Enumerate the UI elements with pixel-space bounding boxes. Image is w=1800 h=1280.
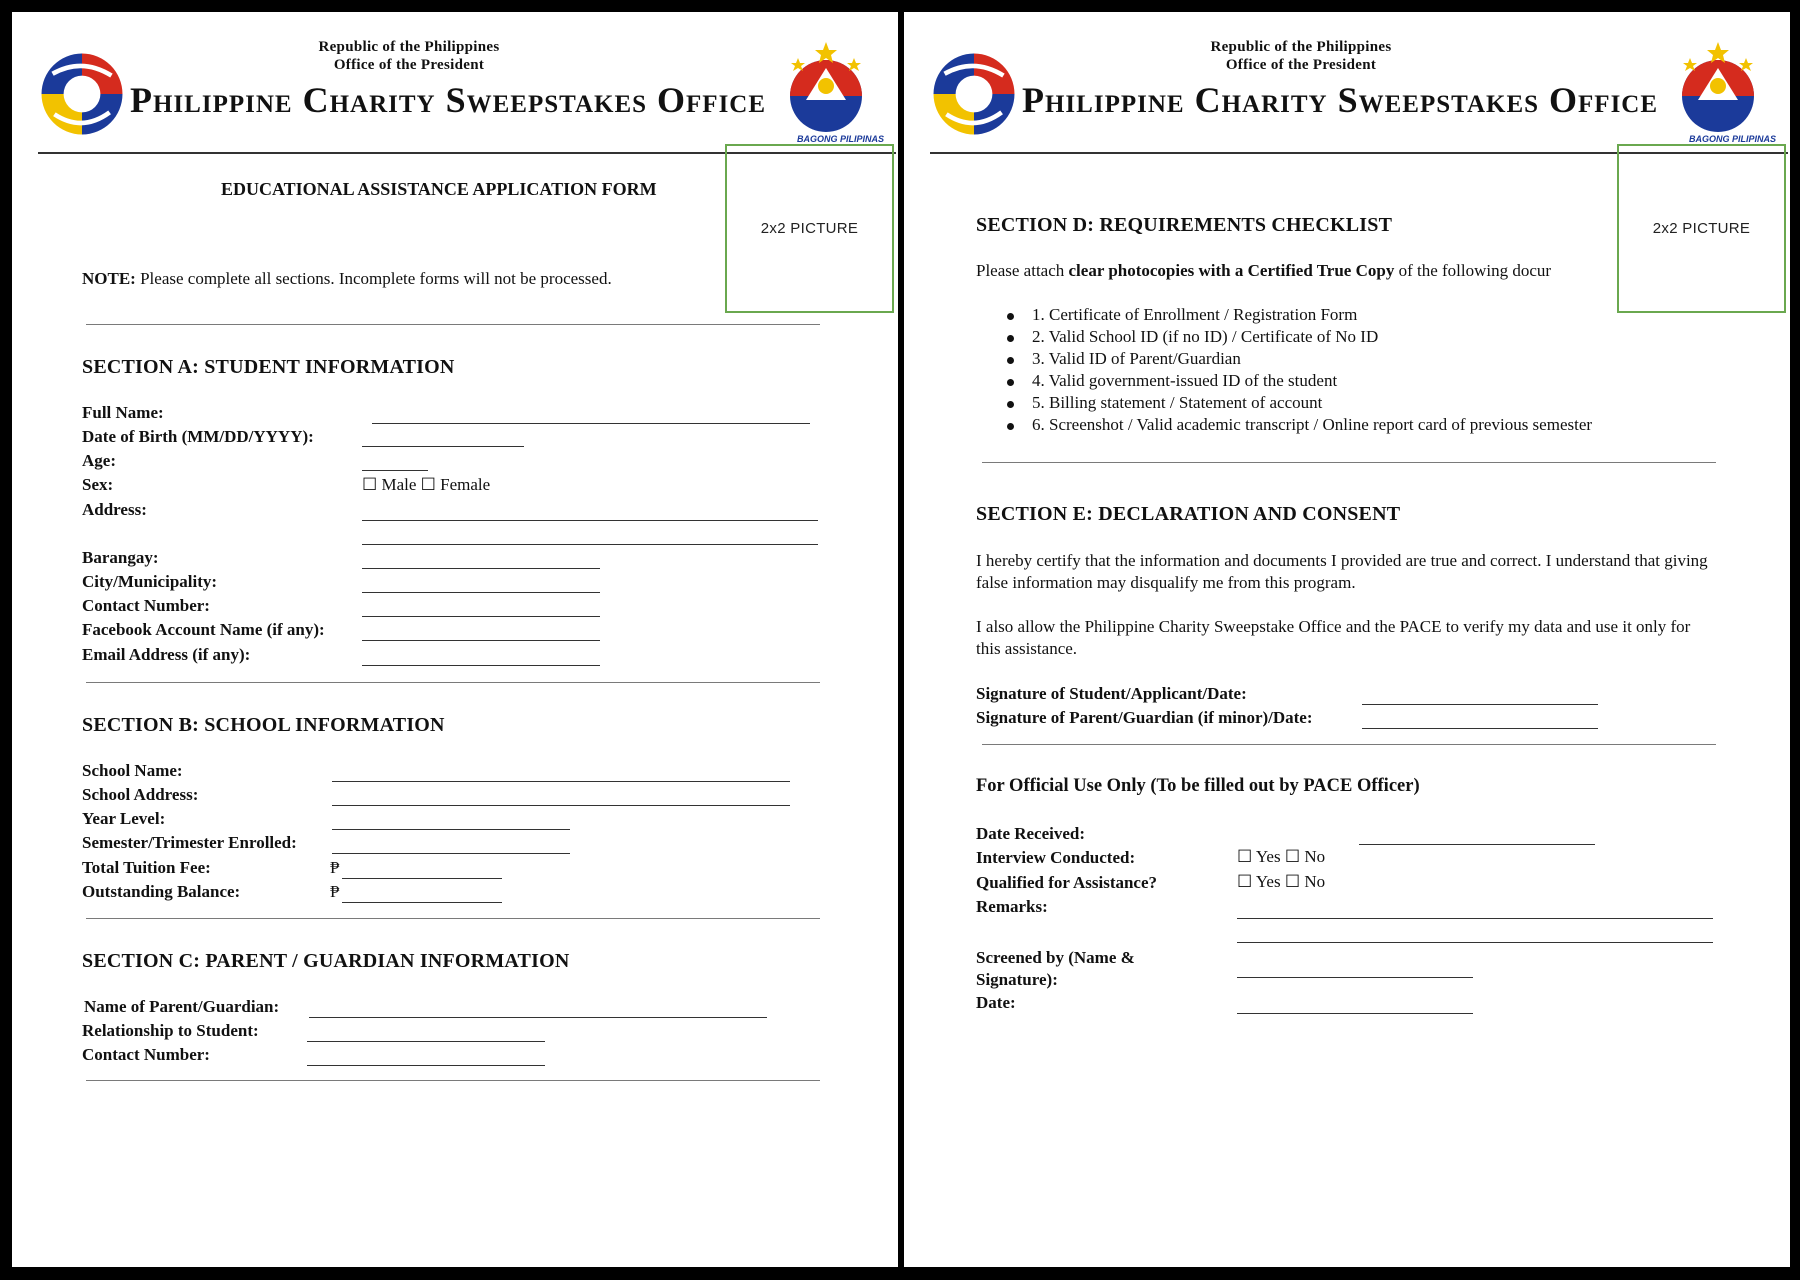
peso-sign: ₱: [330, 882, 340, 901]
photo-box: 2x2 PICTURE: [725, 144, 894, 313]
bullet-icon: [1007, 423, 1014, 430]
balance-label: Outstanding Balance:: [82, 882, 241, 901]
school-name-label: School Name:: [82, 761, 183, 780]
divider: [86, 682, 820, 683]
screened-by-label: Screened by (Name & Signature):: [976, 948, 1135, 989]
sig-parent-field[interactable]: [1362, 728, 1598, 729]
divider: [86, 918, 820, 919]
requirements-intro: [976, 260, 1551, 282]
sig-parent-label: Signature of Parent/Guardian (if minor)/Date:: [976, 708, 1313, 727]
requirement-item: 2. Valid School ID (if no ID) / Certificate of No ID: [1032, 327, 1379, 346]
republic-text: Republic of the Philippines: [318, 39, 500, 55]
divider: [982, 462, 1716, 463]
section-c-title: SECTION C: PARENT / GUARDIAN INFORMATION: [82, 950, 570, 972]
intro-pre: Please attach: [976, 261, 1069, 280]
official-use-title: For Official Use Only (To be filled out by PACE Officer): [976, 776, 1420, 796]
office-text: Office of the President: [333, 57, 485, 73]
remarks-field-line-1[interactable]: [1237, 918, 1713, 919]
bagong-pilipinas-logo-icon: [1668, 38, 1768, 134]
letterhead: [916, 26, 1782, 154]
remarks-label: Remarks:: [976, 897, 1048, 916]
bagong-pilipinas-text: BAGONG PILIPINAS: [1688, 134, 1776, 144]
relationship-label: Relationship to Student:: [82, 1021, 259, 1040]
facebook-label: Facebook Account Name (if any):: [82, 620, 325, 639]
parent-name-label: Name of Parent/Guardian:: [84, 997, 280, 1016]
section-a-title: SECTION A: STUDENT INFORMATION: [82, 356, 455, 378]
tuition-field[interactable]: [342, 878, 502, 879]
declaration-paragraph: I hereby certify that the information and documents I provided are true and correct. I understand that giving false information may disqualify me from this program.: [976, 551, 1708, 592]
relationship-field[interactable]: [307, 1041, 545, 1042]
parent-contact-field[interactable]: [307, 1065, 545, 1066]
intro-bold: clear photocopies with a Certified True Copy: [1068, 261, 1395, 280]
email-label: Email Address (if any):: [82, 645, 251, 664]
bullet-icon: [1007, 401, 1014, 408]
requirement-item: 5. Billing statement / Statement of account: [1032, 393, 1323, 412]
divider: [982, 744, 1716, 745]
screened-by-field[interactable]: [1237, 977, 1473, 978]
requirement-item: 6. Screenshot / Valid academic transcript / Online report card of previous semester: [1032, 415, 1593, 434]
letterhead: [24, 26, 890, 154]
form-title: EDUCATIONAL ASSISTANCE APPLICATION FORM: [221, 179, 657, 199]
tuition-label: Total Tuition Fee:: [82, 858, 211, 877]
full-name-label: Full Name:: [82, 403, 164, 422]
note-text: Please complete all sections. Incomplete forms will not be processed.: [140, 269, 612, 288]
parent-contact-label: Contact Number:: [82, 1045, 210, 1064]
requirement-item: 3. Valid ID of Parent/Guardian: [1032, 349, 1241, 368]
photo-box: 2x2 PICTURE: [1617, 144, 1786, 313]
age-label: Age:: [82, 451, 116, 470]
qualified-checkboxes[interactable]: ☐ Yes ☐ No: [1237, 872, 1326, 891]
divider: [86, 324, 820, 325]
peso-sign: ₱: [330, 858, 340, 877]
divider: [86, 1080, 820, 1081]
office-text: Office of the President: [1225, 57, 1377, 73]
consent-paragraph: I also allow the Philippine Charity Sweepstake Office and the PACE to verify my data and use it only for this assistance.: [976, 617, 1691, 658]
note-label: NOTE:: [82, 269, 136, 288]
sex-checkboxes[interactable]: ☐ Male ☐ Female: [362, 475, 491, 494]
bagong-pilipinas-text: BAGONG PILIPINAS: [796, 134, 884, 144]
qualified-label: Qualified for Assistance?: [976, 873, 1158, 892]
barangay-field[interactable]: [362, 568, 600, 569]
age-field[interactable]: [362, 470, 428, 471]
dob-field[interactable]: [362, 446, 524, 447]
barangay-label: Barangay:: [82, 548, 159, 567]
form-page-2: [904, 12, 1790, 1267]
requirement-item: 1. Certificate of Enrollment / Registration Form: [1032, 305, 1358, 324]
city-field[interactable]: [362, 592, 600, 593]
official-date-label: Date:: [976, 993, 1016, 1012]
section-e-title: SECTION E: DECLARATION AND CONSENT: [976, 503, 1401, 525]
year-level-field[interactable]: [332, 829, 570, 830]
note: [82, 268, 612, 290]
republic-text: Republic of the Philippines: [1210, 39, 1392, 55]
section-d-title: SECTION D: REQUIREMENTS CHECKLIST: [976, 214, 1393, 236]
contact-field[interactable]: [362, 616, 600, 617]
bagong-pilipinas-logo-icon: [776, 38, 876, 134]
address-label: Address:: [82, 500, 147, 519]
remarks-field-line-2[interactable]: [1237, 942, 1713, 943]
interview-label: Interview Conducted:: [976, 848, 1136, 867]
address-field-line-2[interactable]: [362, 544, 818, 545]
semester-field[interactable]: [332, 853, 570, 854]
facebook-field[interactable]: [362, 640, 600, 641]
agency-name: Philippine Charity Sweepstakes Office: [130, 80, 767, 120]
interview-checkboxes[interactable]: ☐ Yes ☐ No: [1237, 847, 1326, 866]
balance-field[interactable]: [342, 902, 502, 903]
section-b-title: SECTION B: SCHOOL INFORMATION: [82, 714, 445, 736]
sex-label: Sex:: [82, 475, 114, 494]
bullet-icon: [1007, 379, 1014, 386]
year-level-label: Year Level:: [82, 809, 166, 828]
school-address-field[interactable]: [332, 805, 790, 806]
semester-label: Semester/Trimester Enrolled:: [82, 833, 297, 852]
city-label: City/Municipality:: [82, 572, 218, 591]
address-field-line-1[interactable]: [362, 520, 818, 521]
form-page-1: [12, 12, 898, 1267]
requirement-item: 4. Valid government-issued ID of the student: [1032, 371, 1338, 390]
agency-name: Philippine Charity Sweepstakes Office: [1022, 80, 1659, 120]
sig-student-label: Signature of Student/Applicant/Date:: [976, 684, 1247, 703]
email-field[interactable]: [362, 665, 600, 666]
date-received-field[interactable]: [1359, 844, 1595, 845]
school-name-field[interactable]: [332, 781, 790, 782]
dob-label: Date of Birth (MM/DD/YYYY):: [82, 427, 314, 446]
official-date-field[interactable]: [1237, 1013, 1473, 1014]
school-address-label: School Address:: [82, 785, 199, 804]
bullet-icon: [1007, 335, 1014, 342]
date-received-label: Date Received:: [976, 824, 1086, 843]
contact-label: Contact Number:: [82, 596, 210, 615]
intro-post: of the following docur: [1394, 261, 1552, 280]
sig-student-field[interactable]: [1362, 704, 1598, 705]
full-name-field[interactable]: [372, 423, 810, 424]
bullet-icon: [1007, 357, 1014, 364]
parent-name-field[interactable]: [309, 1017, 767, 1018]
bullet-icon: [1007, 313, 1014, 320]
